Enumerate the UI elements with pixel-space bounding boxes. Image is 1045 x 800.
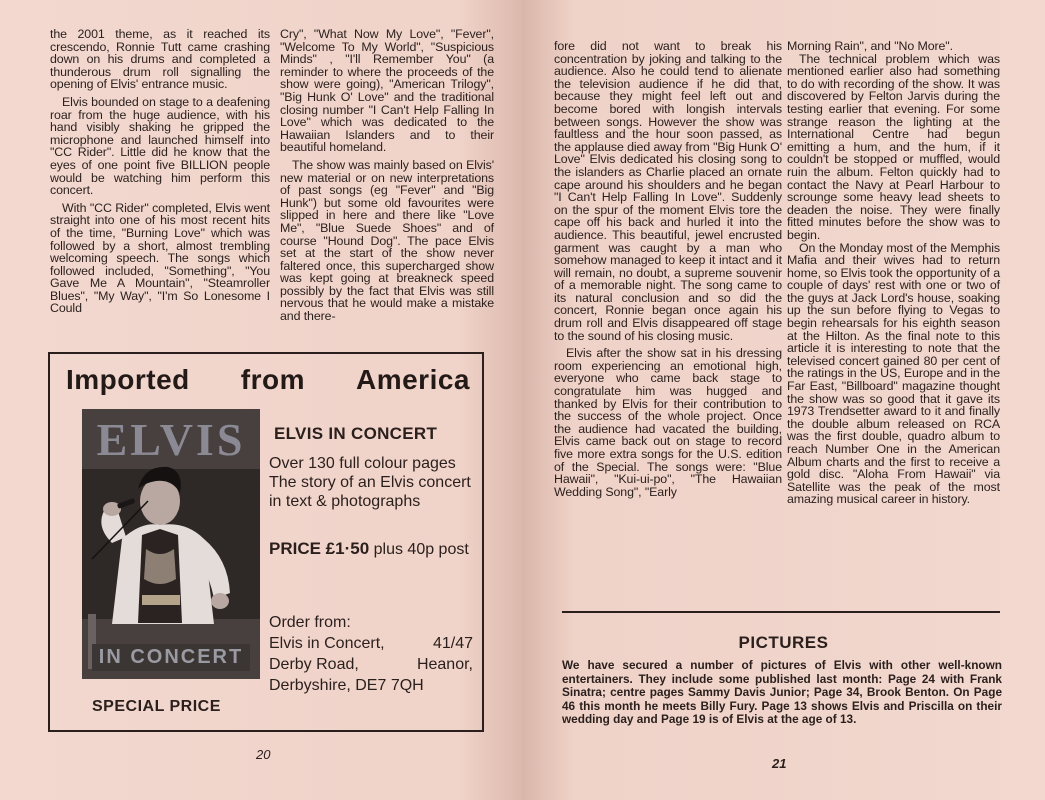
order-line-part: Heanor, <box>416 656 473 673</box>
ad-price-amount: PRICE £1·50 <box>269 539 370 558</box>
paragraph: the 2001 theme, as it reached its crescendo, Ronnie Tutt came crashing down on his drums and completed a thunderous drum roll signalling the opening of Elvis' entrance music. <box>50 27 270 92</box>
article-column-3 <box>554 40 782 498</box>
ad-title-word: Imported <box>66 364 190 395</box>
ad-title <box>66 364 470 396</box>
page-number: 21 <box>772 756 787 771</box>
left-page <box>0 0 522 800</box>
paragraph: The technical problem which was mentioned earlier also had something to do with recording of the show. It was discovered by Felton Jarvis during the testing earlier that evening. For some strange reason the lighting at the International Centre had begun emitting a hum, and the hum, if it couldn't be stopped or muffled, would ruin the album. Felton quickly had to contact the Navy at Pearl Harbour to scrounge some heavy lead sheets to deaden the noise. They were finally fitted minutes before the show was to begin. <box>787 51 1000 242</box>
page-number: 20 <box>256 747 271 762</box>
book-advertisement <box>48 352 484 732</box>
order-line-part: Derby Road, <box>269 656 359 673</box>
ad-price <box>269 539 469 560</box>
order-line <box>269 633 473 654</box>
cover-logo-in-concert: IN CONCERT <box>92 644 250 671</box>
ad-product-heading: ELVIS IN CONCERT <box>274 424 438 443</box>
ad-title-word: from <box>240 364 305 395</box>
cover-logo-elvis: ELVIS <box>96 414 246 465</box>
right-page <box>522 0 1045 800</box>
paragraph: Elvis bounded on stage to a deafening roar from the huge audience, with his hand visibly shaking he gripped the microphone and launched himself into "CC Rider". Little did he know that the eyes of one point five BILLION people would be watching him perform this concert. <box>50 94 270 198</box>
paragraph: The show was mainly based on Elvis' new material or on new interpretations of past songs (eg "Fever" and "Big Hunk") but some old favourites were slipped in here and there like "Love Me", "Blue Suede Shoes" and of course "Hound Dog". The pace Elvis set at the start of the show never faltered once, this supercharged show was kept going at breakneck speed possibly by the fact that Elvis was still nervous that he would make a mistake and there- <box>280 157 494 324</box>
ad-price-postage: plus 40p post <box>369 541 469 558</box>
paragraph: Morning Rain", and "No More". <box>787 39 953 53</box>
ad-order-address <box>269 612 473 696</box>
order-line-part: 41/47 <box>432 635 473 652</box>
order-line: Derbyshire, DE7 7QH <box>269 677 424 694</box>
order-line-part: Elvis in Concert, <box>269 635 385 652</box>
article-column-4 <box>787 40 1000 506</box>
order-line: Order from: <box>269 614 351 631</box>
article-column-1 <box>50 28 270 315</box>
pictures-notice: We have secured a number of pictures of Elvis with other well-known entertainers. They include some published last month: Page 24 with Frank Sinatra; centre pages Sammy Davis Junior; Page 34, Brook Benton. On Page 46 this month he meets Billy Fury. Page 13 shows Elvis and Priscilla on their wedding day and Page 19 is of Elvis at the age of 13. <box>562 658 1002 727</box>
order-line <box>269 654 473 675</box>
book-cover-photo <box>82 409 260 679</box>
ad-title-word: America <box>355 364 470 395</box>
paragraph: fore did not want to break his concentration by joking and talking to the audience. Also he could tend to alienate the television audience if he did that, because they might feel left out and become bored with longish intervals between songs. However the show was faultless and the hour soon passed, as the applause died away from "Big Hunk O' Love" Elvis dedicated his closing song to the islanders as Charlie placed an ornate cape around his shoulders and he began "I Can't Help Falling In Love". Suddenly on the spur of the moment Elvis tore the cape off his back and hurled it into the audience. This beautiful, jewel encrusted garment was caught by a man who somehow managed to keep it intact and it will remain, no doubt, a supreme souvenir of a memorable night. The song came to its natural conclusion and so did the concert, Ronnie began once again his drum roll and Elvis disappeared off stage to the sound of his closing music. <box>554 39 782 343</box>
paragraph: Elvis after the show sat in his dressing room experiencing an emotional high, everyone who came back stage to congratulate him was hugged and thanked by Elvis for their contribution to the success of the whole project. Once the audience had vacated the building, Elvis came back out on stage to record five more extra songs for the U.S. edition of the Special. The songs were: "Blue Hawaii", "Kui-ui-po", "The Hawaiian Wedding Song", "Early <box>554 346 782 499</box>
article-column-2 <box>280 28 494 323</box>
paragraph: Cry", "What Now My Love", "Fever", "Welcome To My World", "Suspicious Minds" , "I'll Remember You" (a reminder to where the proceeds of the show were going), "American Trilogy", "Big Hunk O' Love" and the traditional closing number "I Can't Help Falling In Love" which was dedicated to the Hawaiian Islanders and to their beautiful homeland. <box>280 27 494 155</box>
ad-description: Over 130 full colour pages The story of an Elvis concert in text & photographs <box>269 455 471 510</box>
paragraph: On the Monday most of the Memphis Mafia and their wives had to return home, so Elvis took the opportunity of a couple of days' rest with one or two of the guys at Jack Lord's house, soaking up the sun before flying to Vegas to begin rehearsals for his eighth season at the Hilton. As the final note to this article it is interesting to note that the televised concert gained 80 per cent of the ratings in the US, Europe and in the Far East, "Billboard" magazine thought the show was so good that it gave its 1973 Trendsetter award to it and finally the double album released on RCA was the first double, quadro album to reach Number One in the American Album charts and the first to receive a gold disc. "Aloha From Hawaii" via Satellite was the peak of the most amazing musical career in history. <box>787 240 1000 507</box>
ad-special-price: SPECIAL PRICE <box>92 698 221 715</box>
section-divider <box>562 611 1000 613</box>
pictures-heading: PICTURES <box>738 633 829 652</box>
paragraph: With "CC Rider" completed, Elvis went straight into one of his most recent hits of the time, "Burning Love" which was followed by a short, almost trembling welcoming speech. The songs which followed included, "Something", "You Gave Me A Mountain", "Steamroller Blues", "My Way", "I'm So Lonesome I Could <box>50 200 270 316</box>
